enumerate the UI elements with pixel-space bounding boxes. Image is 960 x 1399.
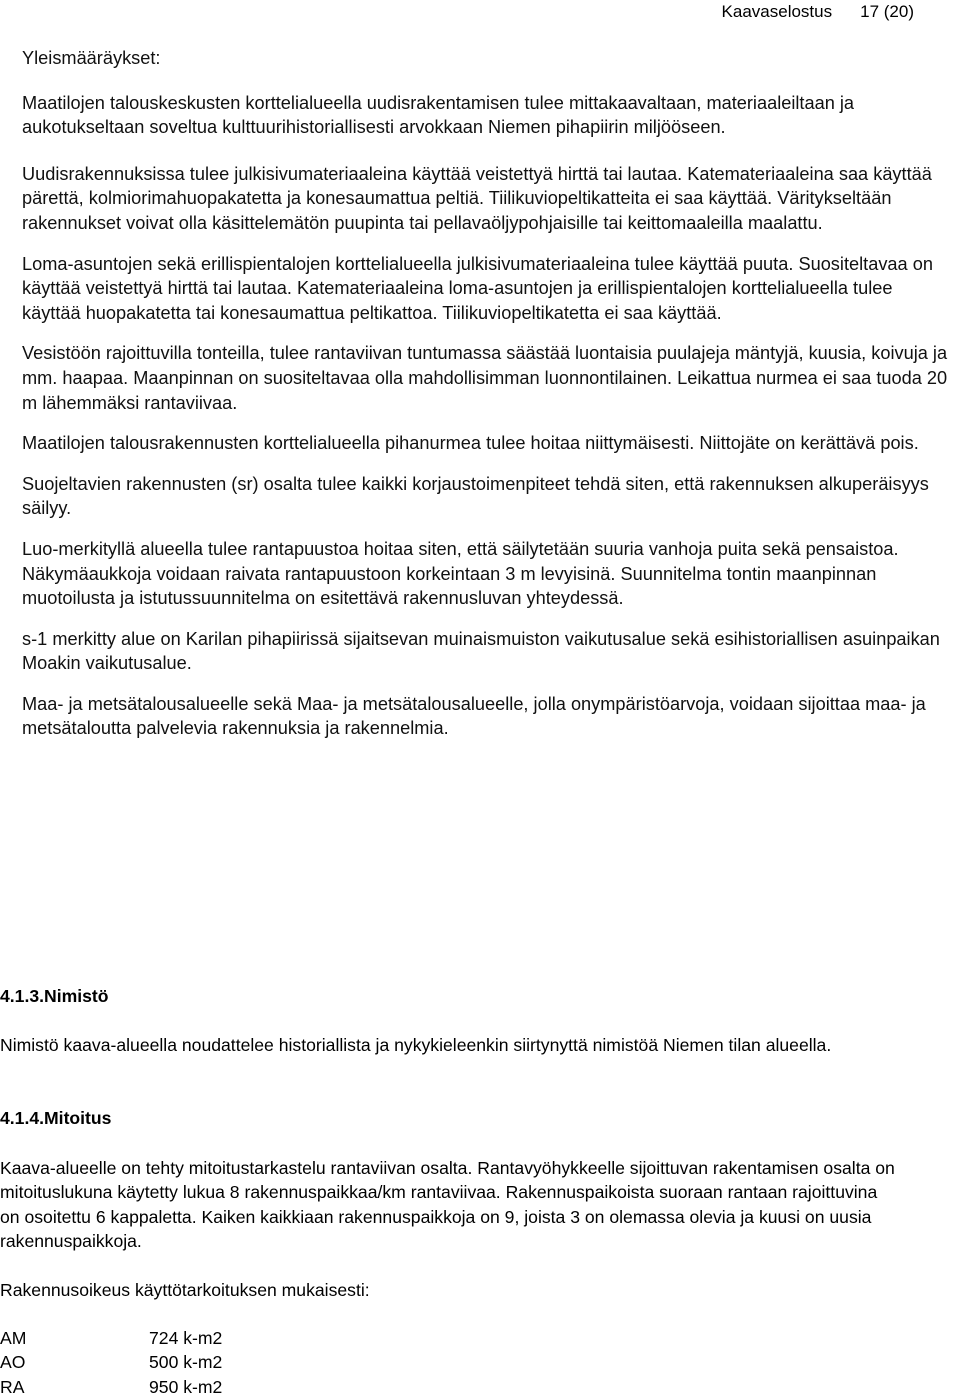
zone-code: RA xyxy=(0,1376,25,1397)
building-rights-table xyxy=(0,1326,222,1399)
table-row xyxy=(0,1326,222,1350)
nimisto-paragraph: Nimistö kaava-alueella noudattelee historiallista ja nykykieleenkin siirtynyttä nimistöä Niemen tilan alueella. xyxy=(0,1035,832,1055)
page-header xyxy=(722,2,914,22)
mitoitus-paragraph: Kaava-alueelle on tehty mitoitustarkastelu rantaviivan osalta. Rantavyöhykkeelle sijoittuvan rakentamisen osalta on mitoituslukuna käytetty lukua 8 rakennuspaikkaa/km rantaviivaa. Rakennuspaikoista suoraan rantaan rajoittuvina on osoitettu 6 kappaletta. Kaiken kaikkiaan rakennuspaikkoja on 9, joista 3 on olemassa olevia ja kuusi on uusia rakennuspaikkoja. xyxy=(0,1158,895,1251)
table-row xyxy=(0,1375,222,1399)
table-row xyxy=(0,1350,222,1374)
zone-code: AM xyxy=(0,1328,27,1348)
scanned-regulations-block xyxy=(22,46,956,757)
regulation-paragraph: Maa- ja metsätalousalueelle sekä Maa- ja metsätalousalueelle, jolla onympäristöarvoja, voidaan sijoittaa maa- ja metsätaloutta palvelevia rakennuksia ja rakennelmia. xyxy=(22,693,926,739)
regulation-paragraph: s-1 merkitty alue on Karilan pihapiirissä sijaitsevan muinaismuiston vaikutusalue sekä esihistoriallisen asuinpaikan Moakin vaikutusalue. xyxy=(22,628,940,674)
document-title: Kaavaselostus xyxy=(721,2,833,21)
regulation-paragraph: Maatilojen talouskeskusten korttelialueella uudisrakentamisen tulee mittakaavaltaan, materiaaleiltaan ja aukotukseltaan soveltua kulttuurihistoriallisesti arvokkaan Niemen pihapiirin miljööseen. xyxy=(22,92,855,138)
mitoitus-heading: 4.1.4.Mitoitus xyxy=(0,1108,112,1128)
regulation-paragraph: Suojeltavien rakennusten (sr) osalta tulee kaikki korjaustoimenpiteet tehdä siten, että rakennuksen alkuperäisyys säilyy. xyxy=(22,473,929,519)
floor-area-value: 950 k-m2 xyxy=(149,1376,223,1397)
regulation-paragraph: Maatilojen talousrakennusten korttelialueella pihanurmea tulee hoitaa niittymäisesti. Niittojäte on kerättävä pois. xyxy=(22,433,919,454)
general-regulations-title: Yleismääräykset: xyxy=(22,48,161,68)
zone-code: AO xyxy=(0,1352,26,1373)
floor-area-value: 500 k-m2 xyxy=(149,1352,223,1373)
building-rights-label: Rakennusoikeus käyttötarkoituksen mukaisesti: xyxy=(0,1280,370,1300)
page-number: 17 (20) xyxy=(860,2,914,21)
nimisto-heading: 4.1.3.Nimistö xyxy=(0,986,109,1006)
regulation-paragraph: Luo-merkityllä alueella tulee rantapuustoa hoitaa siten, että säilytetään suuria vanhoja puita sekä pensaistoa. Näkymäaukkoja voidaan raivata rantapuustoon korkeintaan 3 m levyisinä. Suunnitelma tontin maanpinnan muotoilusta ja istutussuunnitelma on esitettävä rakennusluvan yhteydessä. xyxy=(22,538,899,609)
regulation-paragraph: Uudisrakennuksissa tulee julkisivumateriaaleina käyttää veistettyä hirttä tai lautaa. Katemateriaaleina saa käyttää pärettä, kolmiorimahuopakatetta ja konesaumattua peltiä. Tiilikuviopeltikatteita ei saa käyttää. Väritykseltään rakennukset voivat olla käsittelemätön puupinta tai pellavaöljypohjaisille tai keittomaaleilla maalattu. xyxy=(22,163,932,233)
floor-area-value: 724 k-m2 xyxy=(149,1328,223,1348)
regulation-paragraph: Vesistöön rajoittuvilla tonteilla, tulee rantaviivan tuntumassa säästää luontaisia puulajeja mäntyjä, kuusia, koivuja ja mm. haapaa. Maanpinnan on suositeltavaa olla mahdollisimman luonnontilainen. Leikattua nurmea ei saa tuoda 20 m lähemmäksi rantaviivaa. xyxy=(22,343,948,413)
regulation-paragraph: Loma-asuntojen sekä erillispientalojen korttelialueella julkisivumateriaaleina tulee käyttää puuta. Suositeltavaa on käyttää veistettyä hirttä tai lautaa. Katemateriaaleina loma-asuntojen ja erillispientalojen korttelialueella tulee käyttää huopakatetta tai konesaumattua peltikattoa. Tiilikuviopeltikatetta ei saa käyttää. xyxy=(22,253,933,323)
